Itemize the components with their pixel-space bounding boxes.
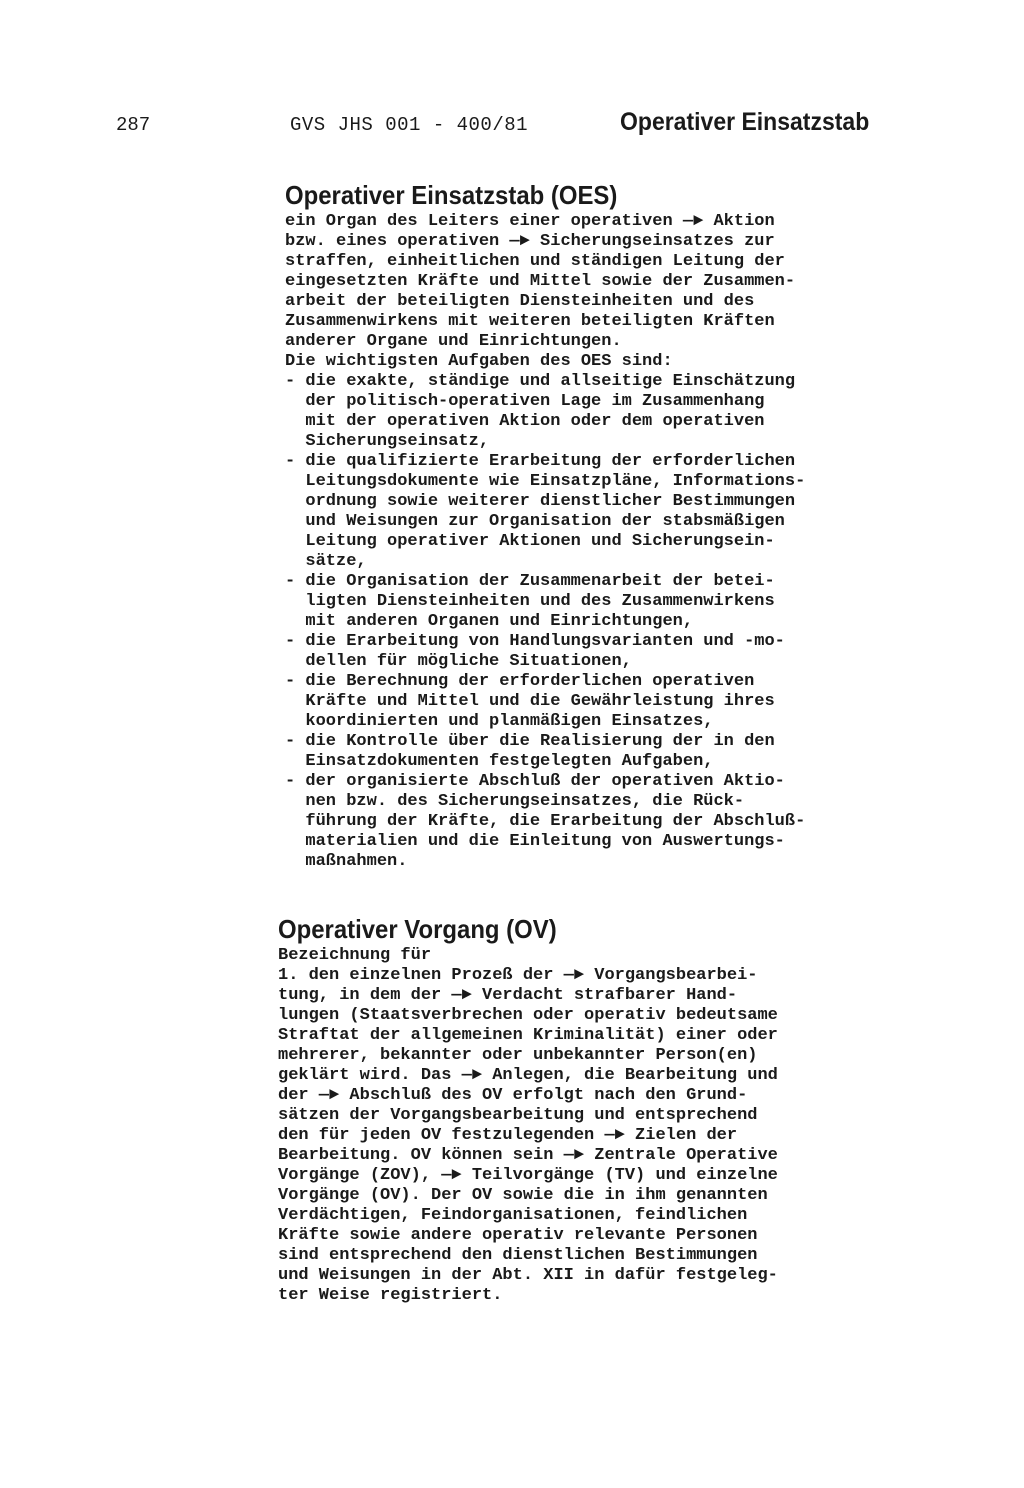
entry-title: Operativer Einsatzstab (OES)	[285, 180, 618, 210]
entry-body: Bezeichnung für 1. den einzelnen Prozeß der —► Vorgangsbearbei- tung, in dem der —► Verdacht strafbarer Hand- lungen (Staatsverbrechen oder operativ bedeutsame Straftat der allgemeinen Kriminalität) einer oder mehrerer, bekannter oder unbekannter Person(en) geklärt wird. Das —► Anlegen, die Bearbeitung und der —► Abschluß des OV erfolgt nach den Grund- sätzen der Vorgangsbearbeitung und entsprechend den für jeden OV festzulegenden —► Zielen der Bearbeitung. OV können sein —► Zentrale Operative Vorgänge (ZOV), —► Teilvorgänge (TV) und einzelne Vorgänge (OV). Der OV sowie die in ihm genannten Verdächtigen, Feindorganisationen, feindlichen Kräfte sowie andere operativ relevante Personen sind entsprechend den dienstlichen Bestimmungen und Weisungen in der Abt. XII in dafür festgeleg- ter Weise registriert.	[278, 946, 778, 1305]
running-head: Operativer Einsatzstab	[620, 108, 870, 136]
document-reference: GVS JHS 001 - 400/81	[290, 114, 529, 136]
entry-operativer-vorgang	[278, 912, 898, 1306]
entry-operativer-einsatzstab	[285, 178, 905, 872]
entry-body: ein Organ des Leiters einer operativen —► Aktion bzw. eines operativen —► Sicherungseinsatzes zur straffen, einheitlichen und ständigen Leitung der eingesetzten Kräfte und Mittel sowie der Zusammen- arbeit der beteiligten Diensteinheiten und des Zusammenwirkens mit weiteren beteiligten Kräften anderer Organe und Einrichtungen. Die wichtigsten Aufgaben des OES sind: - die exakte, ständige und allseitige Einschätzung der politisch-operativen Lage im Zusammenhang mit der operativen Aktion oder dem operativen Sicherungseinsatz, - die qualifizierte Erarbeitung der erforderlichen Leitungsdokumente wie Einsatzpläne, Informations- ordnung sowie weiterer dienstlicher Bestimmungen und Weisungen zur Organisation der stabsmäßigen Leitung operativer Aktionen und Sicherungsein- sätze, - die Organisation der Zusammenarbeit der betei- ligten Diensteinheiten und des Zusammenwirkens mit anderen Organen und Einrichtungen, - die Erarbeitung von Handlungsvarianten und -mo- dellen für mögliche Situationen, - die Berechnung der erforderlichen operativen Kräfte und Mittel und die Gewährleistung ihres koordinierten und planmäßigen Einsatzes, - die Kontrolle über die Realisierung der in den Einsatzdokumenten festgelegten Aufgaben, - der organisierte Abschluß der operativen Aktio- nen bzw. des Sicherungseinsatzes, die Rück- führung der Kräfte, die Erarbeitung der Abschluß- materialien und die Einleitung von Auswertungs- maßnahmen.	[285, 212, 806, 871]
entry-title: Operativer Vorgang (OV)	[278, 914, 557, 944]
page-number: 287	[116, 114, 151, 136]
